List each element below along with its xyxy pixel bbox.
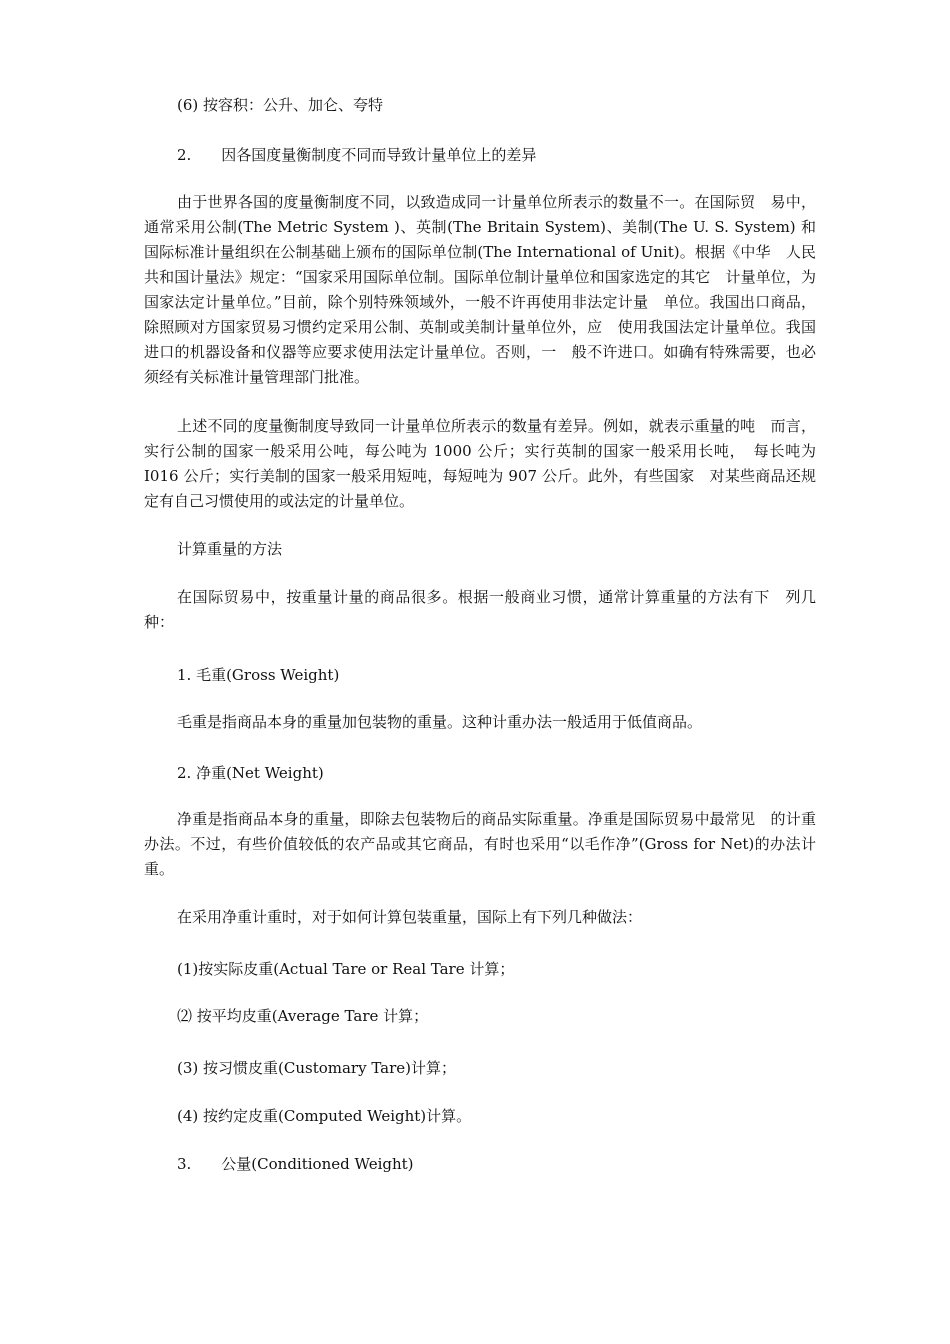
paragraph-tare-intro: 在采用净重计重时，对于如何计算包装重量，国际上有下列几种做法： [177, 908, 643, 926]
section-heading-weight-method: 计算重量的方法 [177, 540, 283, 558]
paragraph-gross-weight: 毛重是指商品本身的重量加包装物的重量。这种计重办法一般适用于低值商品。 [177, 713, 703, 731]
list-item-actual-tare: (1)按实际皮重(Actual Tare or Real Tare 计算； [177, 960, 515, 978]
list-item-average-tare: ⑵ 按平均皮重(Average Tare 计算； [177, 1007, 429, 1025]
section-heading-unit-difference: 2. 因各国度量衡制度不同而导致计量单位上的差异 [177, 146, 537, 164]
heading-conditioned-weight: 3. 公量(Conditioned Weight) [177, 1155, 414, 1173]
list-item-customary-tare: (3) 按习惯皮重(Customary Tare)计算； [177, 1059, 457, 1077]
list-item-computed-weight: (4) 按约定皮重(Computed Weight)计算。 [177, 1107, 472, 1125]
heading-gross-weight: 1. 毛重(Gross Weight) [177, 666, 340, 684]
heading-net-weight: 2. 净重(Net Weight) [177, 764, 324, 782]
paragraph-weight-methods-intro: 在国际贸易中，按重量计量的商品很多。根据一般商业习惯，通常计算重量的方法有下 列几种： [144, 588, 816, 631]
paragraph-net-weight: 净重是指商品本身的重量，即除去包装物后的商品实际重量。净重是国际贸易中最常见 的计重办法。不过，有些价值较低的农产品或其它商品，有时也采用“以毛作净”(Gross for Net)的办法计重。 [144, 810, 816, 878]
list-item-volume: (6) 按容积：公升、加仑、夸特 [177, 96, 384, 114]
paragraph-measurement-systems: 由于世界各国的度量衡制度不同，以致造成同一计量单位所表示的数量不一。在国际贸 易中，通常采用公制(The Metric System )、英制(The Britain System)、美制(The U. S. System) 和国际标准计量组织在公制基础上颁布的国际单位制(The International of Unit)。根据《中华 人民共和国计量法》规定：“国家采用国际单位制。国际单位制计量单位和国家选定的其它 计量单位，为国家法定计量单位。”目前，除个别特殊领域外，一般不许再使用非法定计量 单位。我国出口商品，除照顾对方国家贸易习惯约定采用公制、英制或美制计量单位外，应 使用我国法定计量单位。我国进口的机器设备和仪器等应要求使用法定计量单位。否则，一 般不许进口。如确有特殊需要，也必须经有关标准计量管理部门批准。 [144, 193, 816, 386]
paragraph-ton-differences: 上述不同的度量衡制度导致同一计量单位所表示的数量有差异。例如，就表示重量的吨 而言，实行公制的国家一般采用公吨，每公吨为 1000 公斤；实行英制的国家一般采用长吨， 每长吨为 I016 公斤；实行美制的国家一般采用短吨，每短吨为 907 公斤。此外，有些国家 对某些商品还规定有自己习惯使用的或法定的计量单位。 [144, 417, 816, 510]
